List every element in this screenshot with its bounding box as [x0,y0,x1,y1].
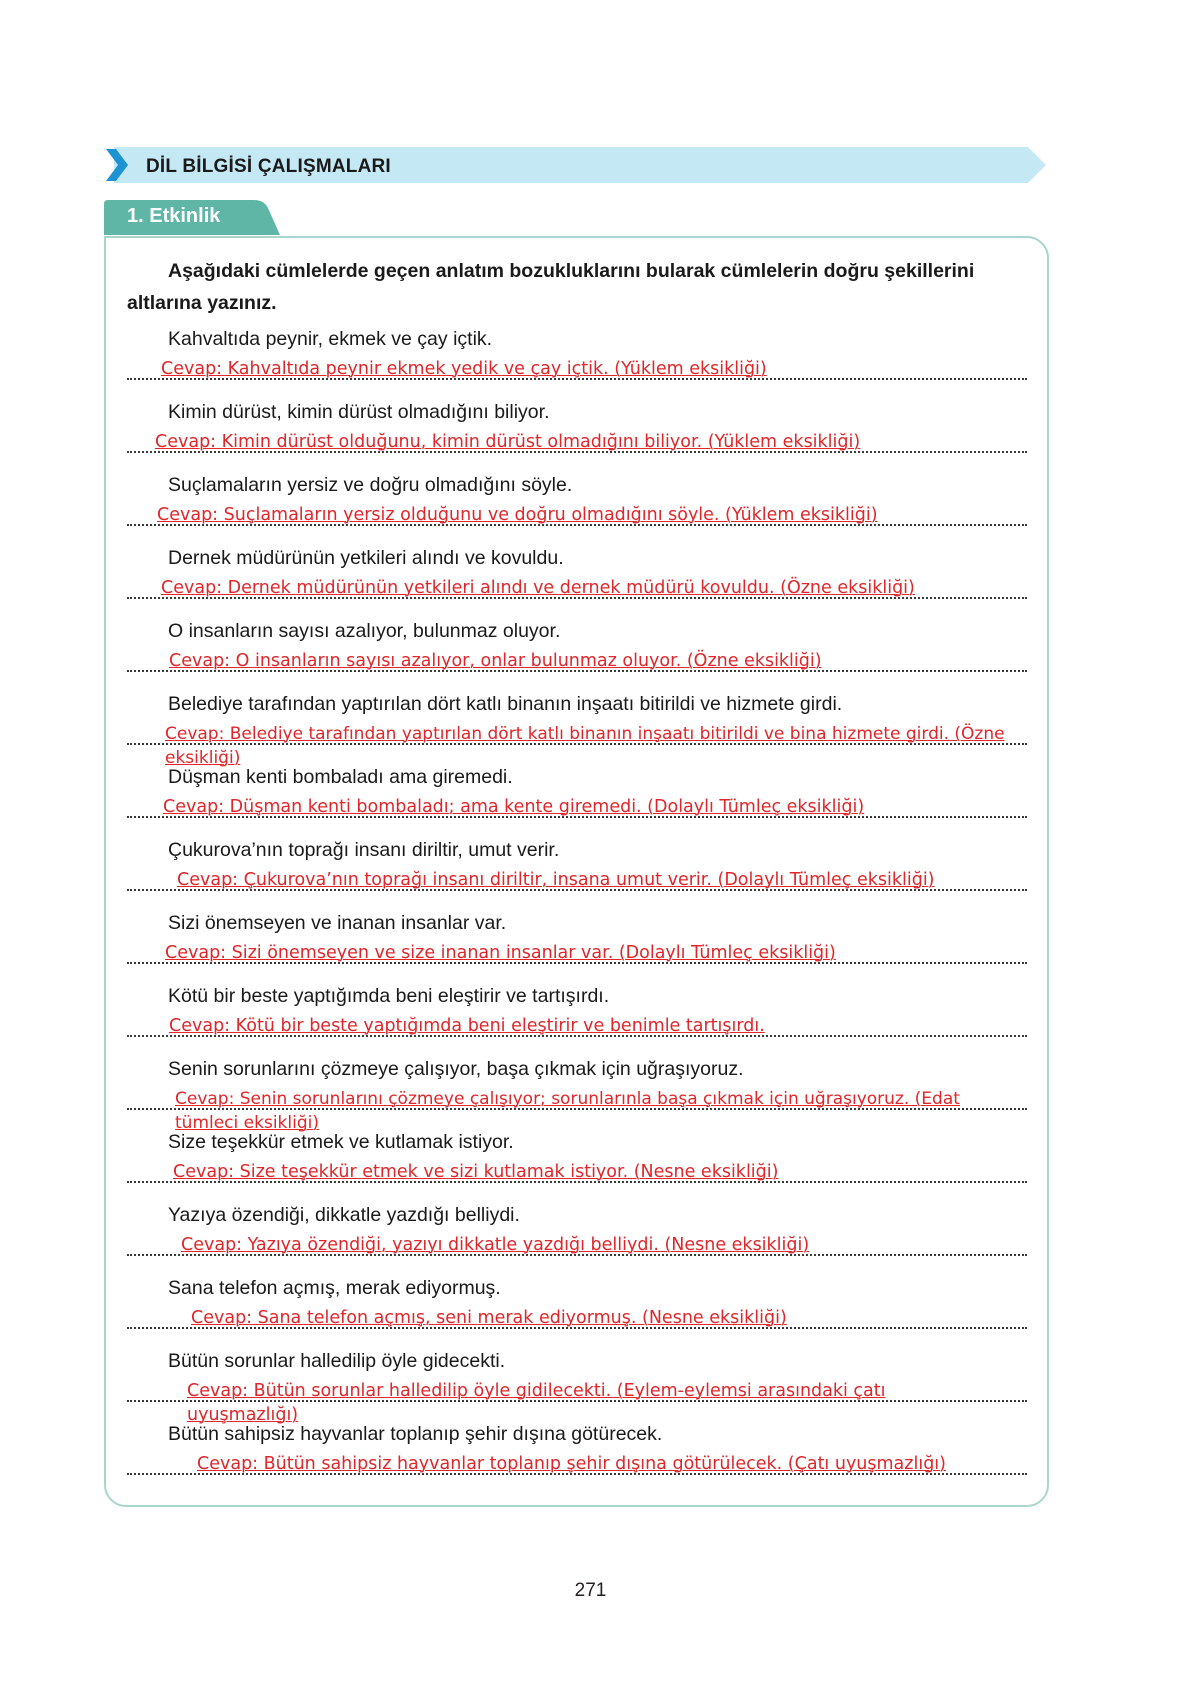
question-text: Kahvaltıda peynir, ekmek ve çay içtik. [168,328,493,350]
question-text: Bütün sahipsiz hayvanlar toplanıp şehir dışına götürecek. [168,1423,663,1445]
exercise-item [0,912,1181,985]
exercise-item [0,985,1181,1058]
answer-text: Cevap: Size teşekkür etmek ve sizi kutlamak istiyor. (Nesne eksikliği) [173,1162,779,1182]
exercise-item [0,328,1181,401]
answer-dotted-line [127,1108,1027,1110]
answer-dotted-line [127,1181,1027,1183]
instruction-text: Aşağıdaki cümlelerde geçen anlatım bozukluklarını bularak cümlelerin doğru şekillerini altlarına yazınız. [127,260,975,314]
answer-dotted-line [127,451,1027,453]
exercise-item [0,474,1181,547]
answer-dotted-line [127,378,1027,380]
answer-dotted-line [127,670,1027,672]
answer-text: Cevap: Dernek müdürünün yetkileri alındı ve dernek müdürü kovuldu. (Özne eksikliği) [161,578,915,598]
question-text: Bütün sorunlar halledilip öyle gidecekti. [168,1350,506,1372]
exercise-item [0,1204,1181,1277]
exercise-item [0,1058,1181,1131]
exercise-item [0,839,1181,912]
question-text: Sana telefon açmış, merak ediyormuş. [168,1277,501,1299]
answer-text: Cevap: Sana telefon açmış, seni merak ediyormuş. (Nesne eksikliği) [191,1308,787,1328]
answer-text: Cevap: Kötü bir beste yaptığımda beni eleştirir ve benimle tartışırdı. [169,1016,765,1036]
answer-text: Cevap: Kimin dürüst olduğunu, kimin dürüst olmadığını biliyor. (Yüklem eksikliği) [155,432,861,452]
answer-text: Cevap: Bütün sahipsiz hayvanlar toplanıp şehir dışına götürülecek. (Çatı uyuşmazlığı) [197,1454,946,1474]
section-title: DİL BİLGİSİ ÇALIŞMALARI [146,156,391,177]
question-text: Suçlamaların yersiz ve doğru olmadığını söyle. [168,474,573,496]
answer-text: Cevap: Sizi önemseyen ve size inanan insanlar var. (Dolaylı Tümleç eksikliği) [165,943,836,963]
question-text: Yazıya özendiği, dikkatle yazdığı belliydi. [168,1204,520,1226]
question-text: Kötü bir beste yaptığımda beni eleştirir ve tartışırdı. [168,985,610,1007]
answer-dotted-line [127,597,1027,599]
answer-text: Cevap: Düşman kenti bombaladı; ama kente giremedi. (Dolaylı Tümleç eksikliği) [163,797,865,817]
answer-text: Cevap: Kahvaltıda peynir ekmek yedik ve çay içtik. (Yüklem eksikliği) [161,359,767,379]
answer-dotted-line [127,962,1027,964]
answer-text: Cevap: Senin sorunlarını çözmeye çalışıyor; sorunlarınla başa çıkmak için uğraşıyoruz. (Edat tümleci eksikliği) [175,1089,960,1133]
exercise-item [0,620,1181,693]
question-text: Dernek müdürünün yetkileri alındı ve kovuldu. [168,547,564,569]
answer-dotted-line [127,889,1027,891]
question-text: Senin sorunlarını çözmeye çalışıyor, başa çıkmak için uğraşıyoruz. [168,1058,744,1080]
answer-text: Cevap: O insanların sayısı azalıyor, onlar bulunmaz oluyor. (Özne eksikliği) [169,651,822,671]
exercise-item [0,401,1181,474]
answer-dotted-line [127,1327,1027,1329]
answer-dotted-line [127,743,1027,745]
question-text: Düşman kenti bombaladı ama giremedi. [168,766,513,788]
answer-dotted-line [127,1035,1027,1037]
page-number: 271 [574,1580,607,1601]
exercise-item [0,693,1181,766]
answer-dotted-line [127,816,1027,818]
exercise-item [0,766,1181,839]
answer-dotted-line [127,1473,1027,1475]
question-text: Sizi önemseyen ve inanan insanlar var. [168,912,507,934]
activity-label: 1. Etkinlik [127,205,221,227]
exercise-item [0,1277,1181,1350]
question-text: Size teşekkür etmek ve kutlamak istiyor. [168,1131,514,1153]
answer-text: Cevap: Bütün sorunlar halledilip öyle gidilecekti. (Eylem-eylemsi arasındaki çatı uyuşmazlığı) [187,1381,886,1425]
answer-dotted-line [127,1400,1027,1402]
exercise-item [0,547,1181,620]
answer-text: Cevap: Belediye tarafından yaptırılan dört katlı binanın inşaatı bitirildi ve bina hizmete girdi. (Özne eksikliği) [165,724,1005,768]
question-text: Kimin dürüst, kimin dürüst olmadığını biliyor. [168,401,550,423]
exercise-item [0,1350,1181,1423]
answer-text: Cevap: Yazıya özendiği, yazıyı dikkatle yazdığı belliydi. (Nesne eksikliği) [181,1235,810,1255]
exercise-item [0,1423,1181,1496]
exercise-item [0,1131,1181,1204]
answer-text: Cevap: Suçlamaların yersiz olduğunu ve doğru olmadığını söyle. (Yüklem eksikliği) [157,505,878,525]
answer-dotted-line [127,524,1027,526]
question-text: Çukurova’nın toprağı insanı diriltir, umut verir. [168,839,560,861]
question-text: Belediye tarafından yaptırılan dört katlı binanın inşaatı bitirildi ve hizmete girdi. [168,693,843,715]
question-text: O insanların sayısı azalıyor, bulunmaz oluyor. [168,620,561,642]
answer-text: Cevap: Çukurova’nın toprağı insanı diriltir, insana umut verir. (Dolaylı Tümleç eksikliği) [177,870,935,890]
answer-dotted-line [127,1254,1027,1256]
